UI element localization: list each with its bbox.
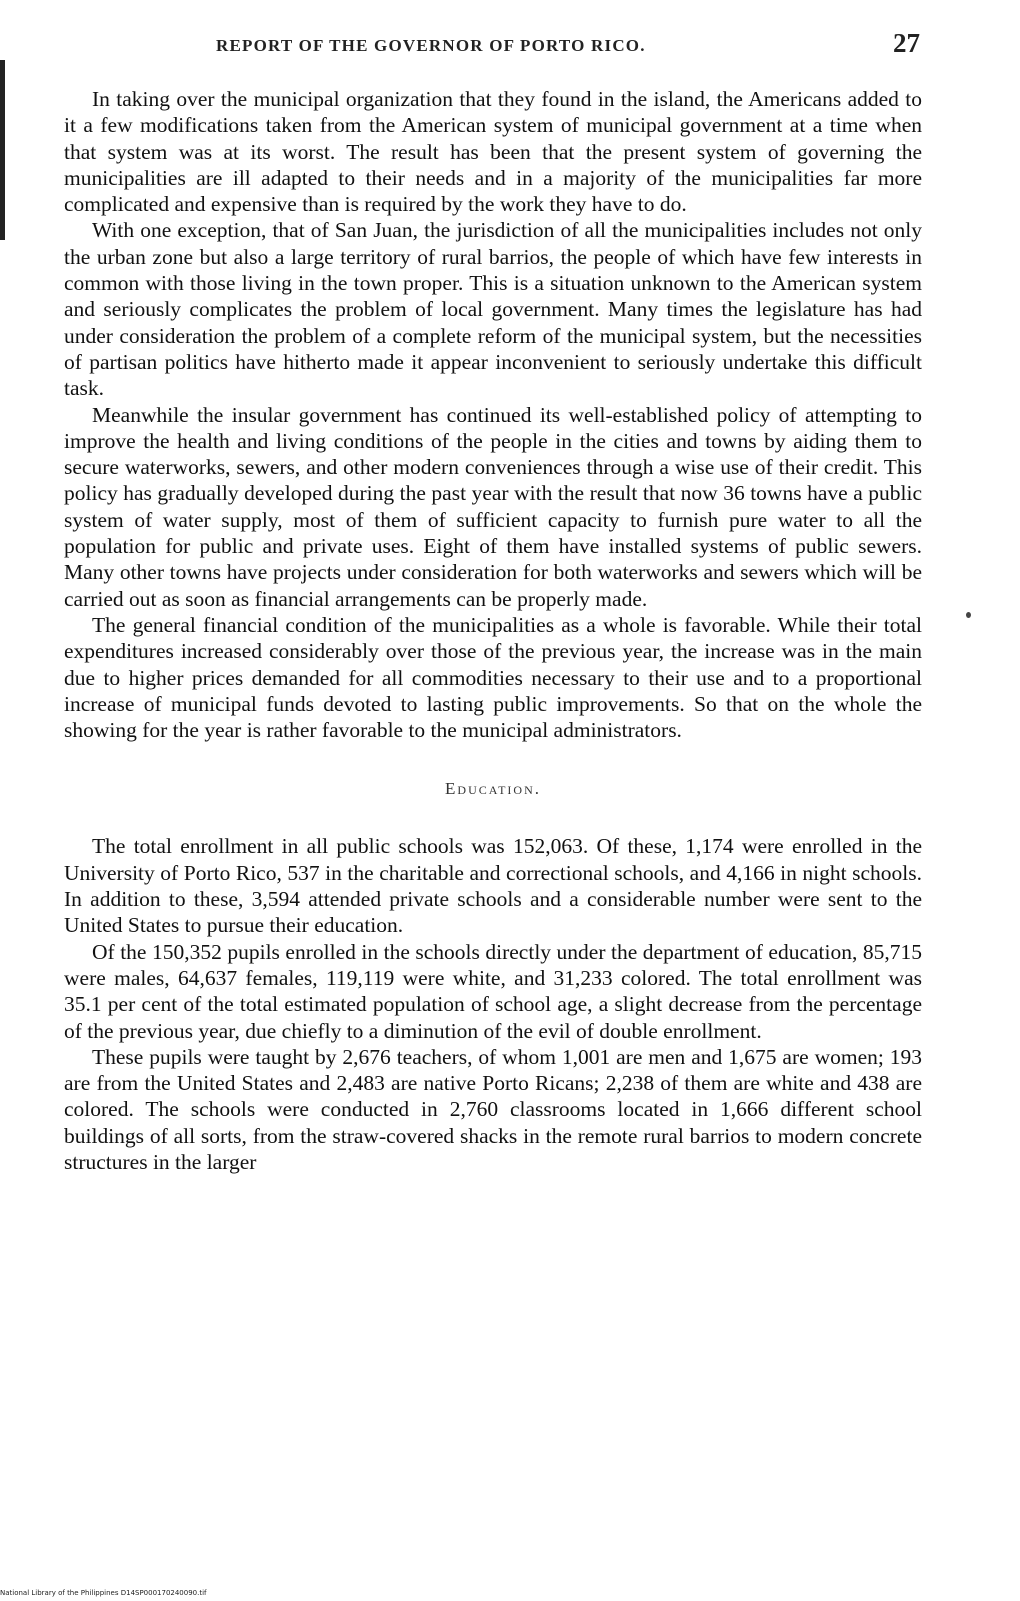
paragraph-insular-policy: Meanwhile the insular government has continued its well-established policy of attempting to improve the health and living conditions of the people in the cities and towns by aiding them to secure waterworks, sewers, and other modern conveniences through a wise use of their credit. This policy has gradually developed during the past year with the result that now 36 towns have a public system of water supply, most of them of sufficient capacity to furnish pure water to all the population for public and private uses. Eight of them have installed systems of public sewers. Many other towns have projects under consideration for both waterworks and sewers which will be carried out as soon as financial arrangements can be properly made. bbox=[64, 402, 922, 611]
paragraph-total-enrollment: The total enrollment in all public schools was 152,063. Of these, 1,174 were enrolled in the University of Porto Rico, 537 in the charitable and correctional schools, and 4,166 in night schools. In addition to these, 3,594 attended private schools and a considerable number were sent to the United States to pursue their education. bbox=[64, 834, 922, 938]
paragraph-pupils-enrolled: Of the 150,352 pupils enrolled in the schools directly under the department of education, 85,715 were males, 64,637 females, 119,119 were white, and 31,233 colored. The total enrollment was 35.1 per cent of the total estimated population of school age, a slight decrease from the percentage of the previous year, due chiefly to a diminution of the evil of double enrollment. bbox=[64, 939, 922, 1043]
running-title: REPORT OF THE GOVERNOR OF PORTO RICO. bbox=[216, 36, 646, 55]
section-heading-education: Education. bbox=[445, 779, 541, 799]
running-head bbox=[66, 28, 920, 68]
scan-footer-credit: National Library of the Philippines D14SP000170240090.tif bbox=[0, 1589, 207, 1597]
page-number: 27 bbox=[893, 28, 920, 58]
scan-speck bbox=[966, 612, 971, 618]
paragraph-financial-condition: The general financial condition of the municipalities as a whole is favorable. While their total expenditures increased considerably over those of the previous year, the increase was in the main due to higher prices demanded for all commodities necessary to their use and to a proportional increase of municipal funds devoted to lasting public improvements. So that on the whole the showing for the year is rather favorable to the municipal administrators. bbox=[64, 612, 922, 743]
body-text bbox=[64, 86, 922, 1175]
paragraph-jurisdiction: With one exception, that of San Juan, the jurisdiction of all the municipalities includes not only the urban zone but also a large territory of rural barrios, the people of which have few interests in common with those living in the town proper. This is a situation unknown to the American system and seriously complicates the problem of local government. Many times the legislature has had under consideration the problem of a complete reform of the municipal system, but the necessities of partisan politics have hitherto made it appear inconvenient to seriously undertake this difficult task. bbox=[64, 218, 922, 401]
paragraph-teachers: These pupils were taught by 2,676 teachers, of whom 1,001 are men and 1,675 are women; 193 are from the United States and 2,483 are native Porto Ricans; 2,238 of them are white and 438 are colored. The schools were conducted in 2,760 classrooms located in 1,666 different school buildings of all sorts, from the straw-covered shacks in the remote rural barrios to modern concrete structures in the larger bbox=[64, 1044, 922, 1174]
paragraph-municipal-organization: In taking over the municipal organization that they found in the island, the Americans added to it a few modifications taken from the American system of municipal government at a time when that system was at its worst. The result has been that the present system of governing the municipalities are ill adapted to their needs and in a majority of the municipalities far more complicated and expensive than is required by the work they have to do. bbox=[64, 87, 922, 217]
scan-edge-shadow bbox=[0, 60, 5, 240]
